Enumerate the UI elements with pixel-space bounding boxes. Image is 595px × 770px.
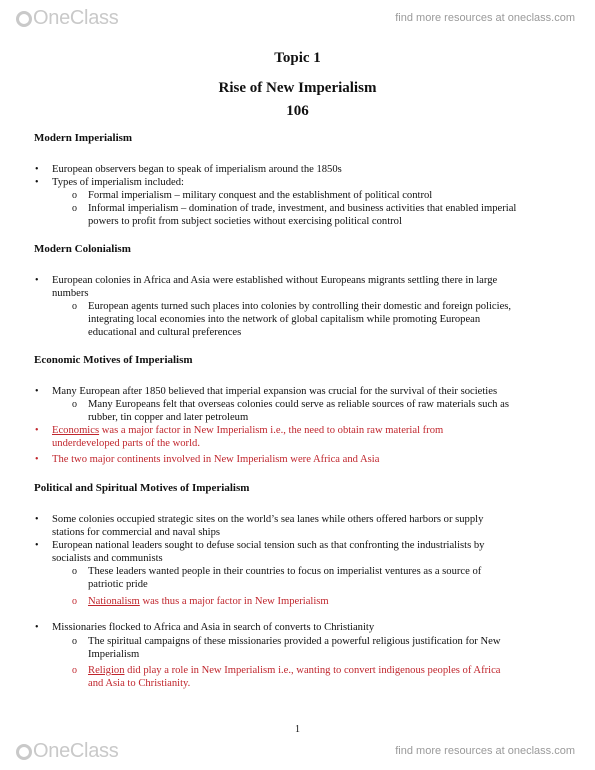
sub-list-item-cont: powers to profit from subject societies without exercising political control (88, 216, 402, 227)
keyword-economics: Economics (52, 425, 100, 436)
bullet-icon: • (35, 514, 39, 525)
section-heading-modern-imperialism: Modern Imperialism (34, 132, 133, 144)
bullet-icon: • (35, 177, 39, 188)
bullet-icon: • (35, 425, 39, 436)
list-item-cont: stations for commercial and naval ships (52, 527, 220, 538)
oneclass-logo[interactable] (16, 7, 118, 30)
title-number: 106 (286, 103, 309, 119)
list-item: Some colonies occupied strategic sites on the world’s sea lanes while others offered harbors or supply (52, 514, 484, 525)
sub-list-item-text: was thus a major factor in New Imperialism (139, 596, 329, 607)
bullet-icon: • (35, 164, 39, 175)
sub-list-item: These leaders wanted people in their countries to focus on imperialist ventures as a source of (88, 566, 482, 577)
sub-list-item: Many Europeans felt that overseas colonies could serve as reliable sources of raw materials such as (88, 399, 509, 410)
oneclass-logo-footer[interactable] (16, 740, 118, 763)
sub-bullet-icon: o (72, 665, 77, 676)
list-item: Many European after 1850 believed that imperial expansion was crucial for the survival of their societies (52, 386, 498, 397)
section-heading-economic-motives: Economic Motives of Imperialism (34, 354, 193, 366)
sub-list-item-cont: rubber, tin copper and later petroleum (88, 412, 249, 423)
list-item: Types of imperialism included: (52, 177, 184, 188)
sub-list-item-cont: integrating local economies into the network of global capitalism while promoting European (88, 314, 481, 325)
sub-list-item-cont: and Asia to Christianity. (88, 678, 191, 689)
bullet-icon: • (35, 275, 39, 286)
sub-list-item: European agents turned such places into colonies by controlling their domestic and foreign policies, (88, 301, 512, 312)
logo-ring-icon (16, 11, 32, 27)
sub-list-item-cont: patriotic pride (88, 579, 148, 590)
page-number: 1 (295, 724, 300, 735)
list-item: Missionaries flocked to Africa and Asia in search of converts to Christianity (52, 622, 375, 633)
logo-ring-icon (16, 744, 32, 760)
list-item-cont: underdeveloped parts of the world. (52, 438, 200, 449)
logo-text: OneClass (33, 7, 119, 29)
bullet-icon: • (35, 386, 39, 397)
sub-list-item-highlight (88, 595, 329, 608)
sub-bullet-icon: o (72, 190, 77, 201)
sub-list-item-cont: educational and cultural preferences (88, 327, 242, 338)
sub-bullet-icon: o (72, 301, 77, 312)
sub-list-item: Formal imperialism – military conquest and the establishment of political control (88, 190, 433, 201)
section-heading-political-motives: Political and Spiritual Motives of Imperialism (34, 482, 250, 494)
sub-list-item-highlight (88, 664, 500, 677)
sub-list-item: The spiritual campaigns of these missionaries provided a powerful religious justification for New (88, 636, 501, 647)
list-item-highlight: The two major continents involved in New Imperialism were Africa and Asia (52, 454, 380, 465)
list-item-cont: numbers (52, 288, 89, 299)
header-resources-link[interactable]: find more resources at oneclass.com (395, 12, 575, 24)
bullet-icon: • (35, 540, 39, 551)
sub-bullet-icon: o (72, 566, 77, 577)
bullet-icon: • (35, 454, 39, 465)
sub-bullet-icon: o (72, 203, 77, 214)
bullet-icon: • (35, 622, 39, 633)
list-item-highlight (52, 424, 443, 437)
footer-resources-link[interactable]: find more resources at oneclass.com (395, 745, 575, 757)
topic-title: Topic 1 (274, 50, 321, 66)
main-title: Rise of New Imperialism (218, 80, 377, 96)
keyword-nationalism: Nationalism (88, 596, 140, 607)
keyword-religion: Religion (88, 665, 125, 676)
sub-bullet-icon: o (72, 399, 77, 410)
sub-bullet-icon: o (72, 636, 77, 647)
logo-text: OneClass (33, 740, 119, 762)
sub-list-item-text: did play a role in New Imperialism i.e., wanting to convert indigenous peoples of Africa (124, 665, 501, 676)
list-item: European colonies in Africa and Asia were established without Europeans migrants settling there in large (52, 275, 498, 286)
list-item-cont: socialists and communists (52, 553, 163, 564)
page-header (0, 0, 595, 36)
sub-list-item-cont: Imperialism (88, 649, 140, 660)
sub-list-item: Informal imperialism – domination of trade, investment, and business activities that enabled imperial (88, 203, 517, 214)
list-item: European observers began to speak of imperialism around the 1850s (52, 164, 342, 175)
section-heading-modern-colonialism: Modern Colonialism (34, 243, 131, 255)
sub-bullet-icon: o (72, 596, 77, 607)
list-item-text: was a major factor in New Imperialism i.e., the need to obtain raw material from (99, 425, 444, 436)
list-item: European national leaders sought to defuse social tension such as that confronting the industrialists by (52, 540, 485, 551)
